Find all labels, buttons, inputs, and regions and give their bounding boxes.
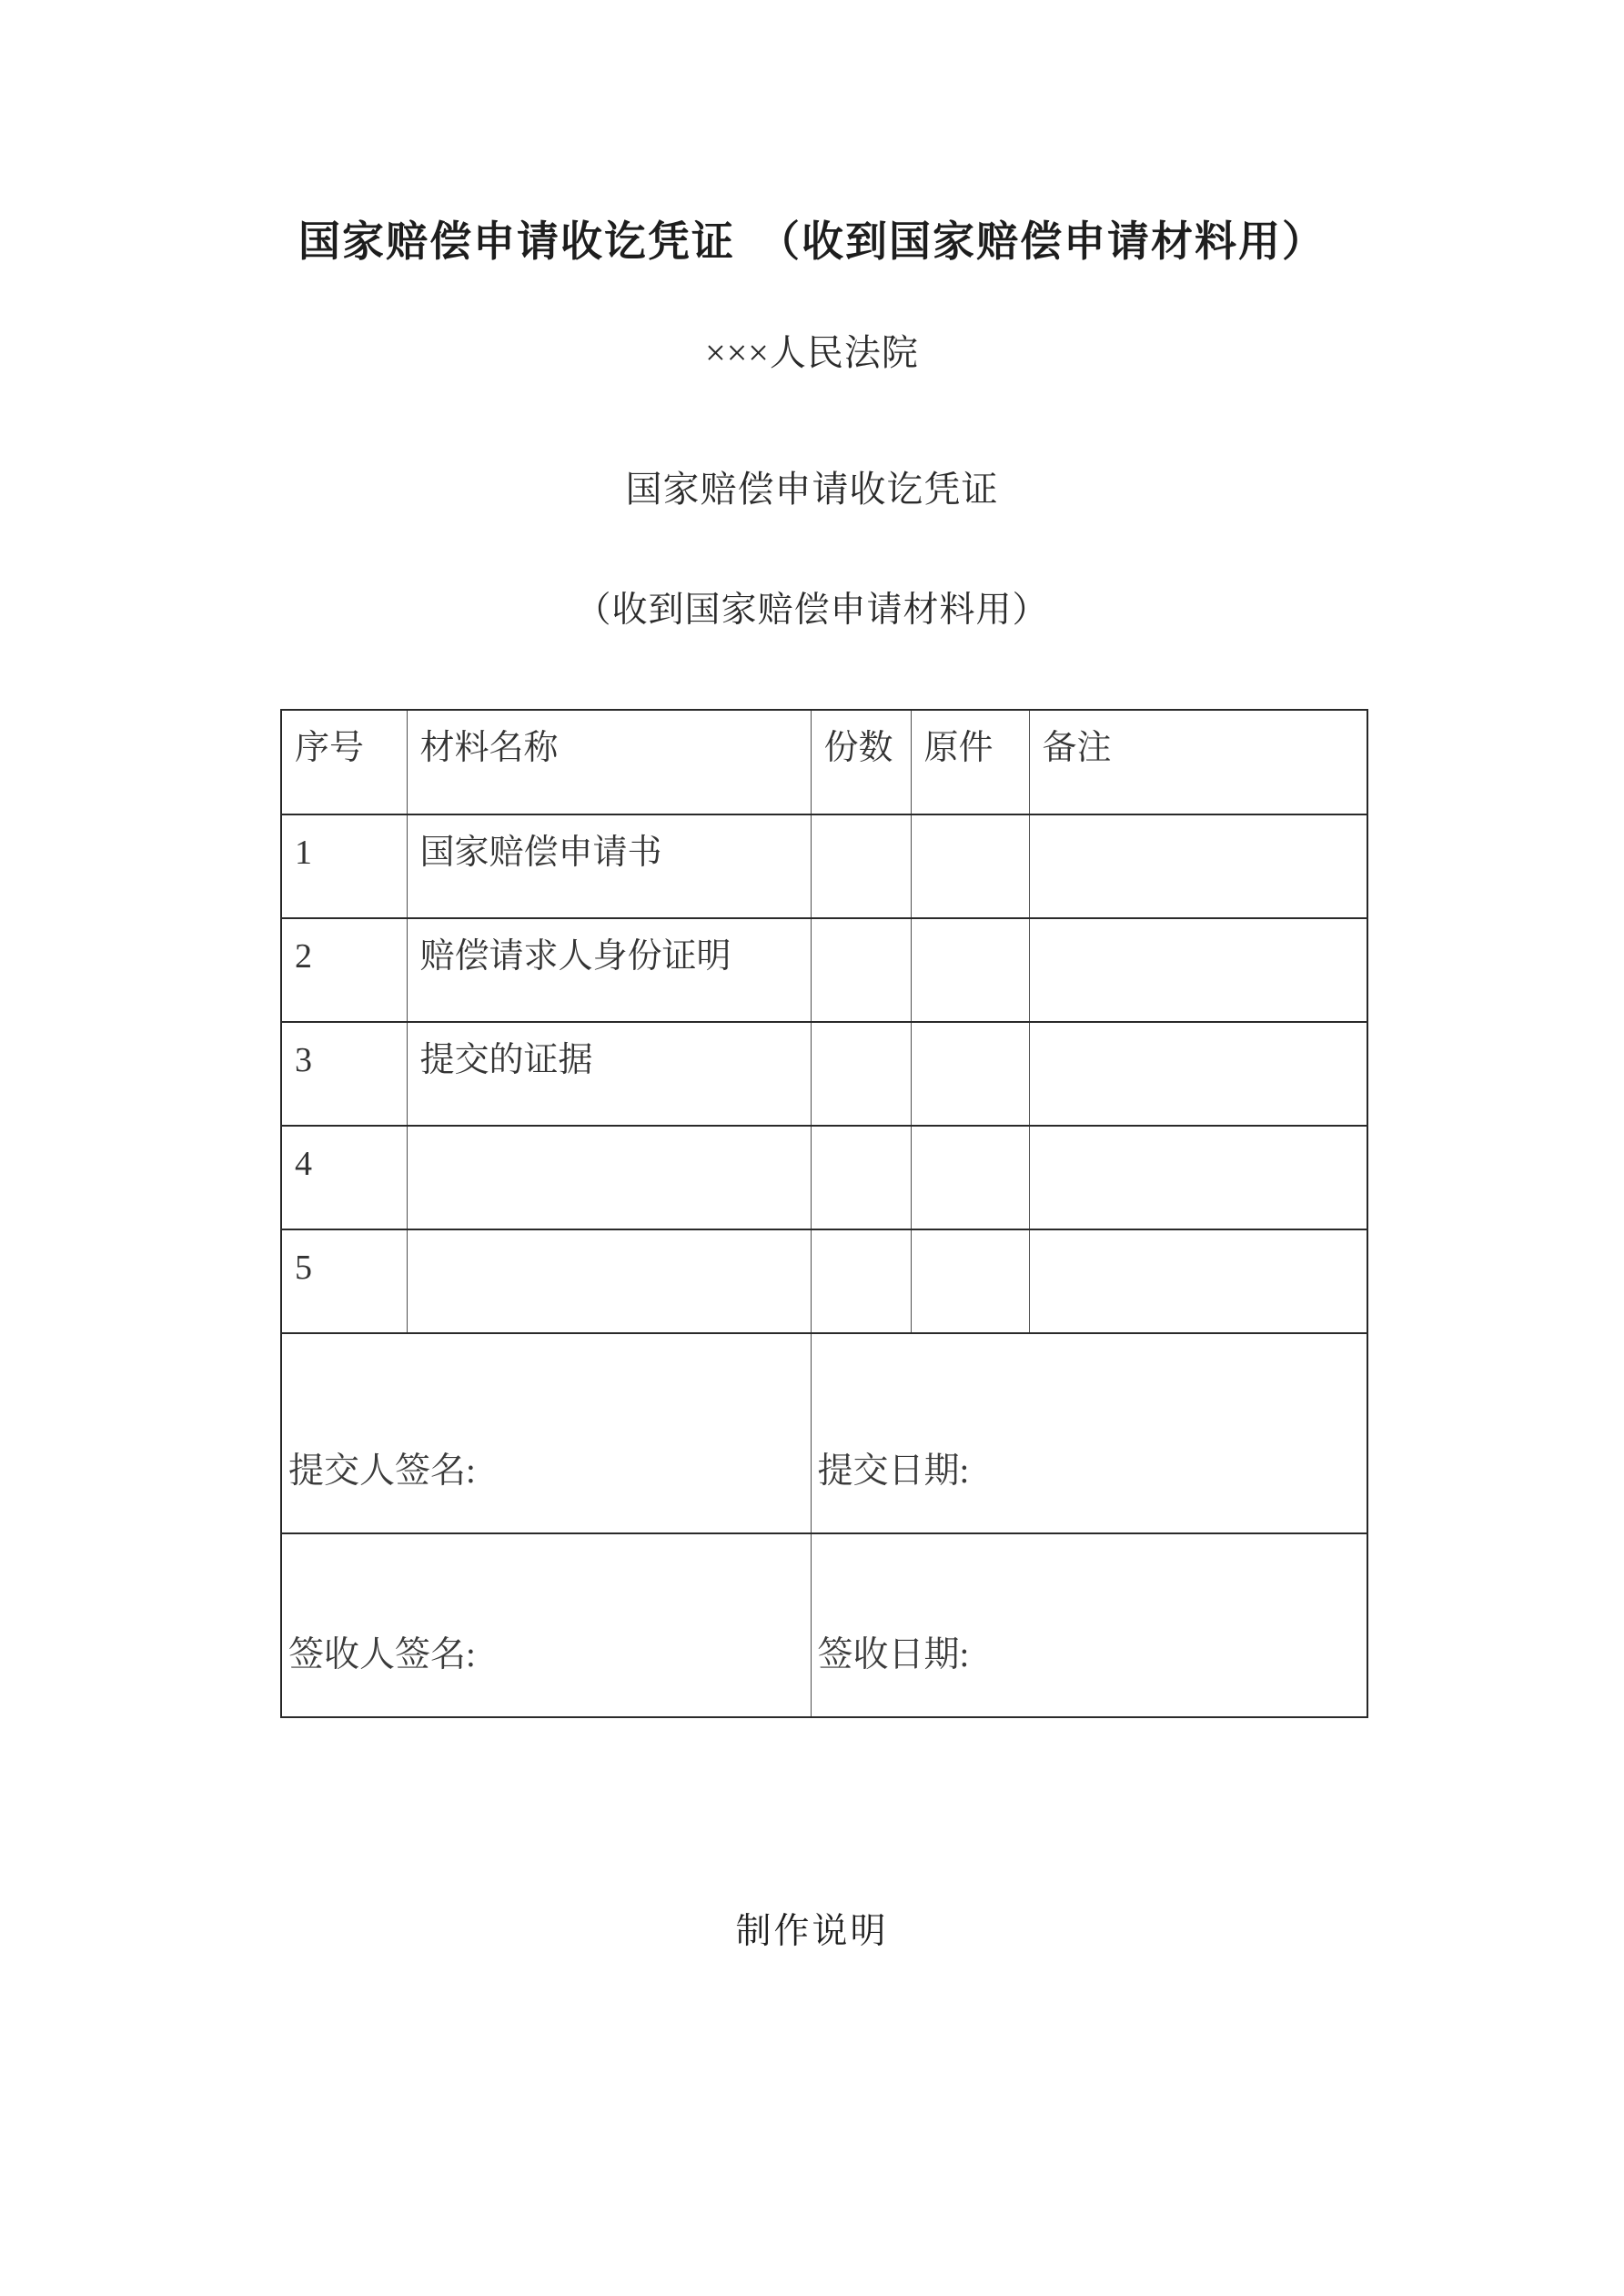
material-name-cell: 国家赔偿申请书 bbox=[407, 814, 811, 918]
table-row bbox=[281, 814, 1367, 918]
material-name-cell: 赔偿请求人身份证明 bbox=[407, 918, 811, 1022]
receipt-subtitle-note: （收到国家赔偿申请材料用） bbox=[575, 591, 1049, 630]
receipt-subtitle: 国家赔偿申请收讫凭证 bbox=[625, 469, 999, 510]
table-row bbox=[281, 918, 1367, 1022]
table-row bbox=[281, 1229, 1367, 1333]
original-cell bbox=[911, 1229, 1029, 1333]
table-header-row bbox=[281, 710, 1367, 814]
remarks-cell bbox=[1029, 814, 1367, 918]
table-row bbox=[281, 1126, 1367, 1229]
remarks-cell bbox=[1029, 918, 1367, 1022]
table-row bbox=[281, 1022, 1367, 1126]
copies-cell bbox=[811, 918, 911, 1022]
header-cell-number: 序号 bbox=[281, 710, 407, 814]
copies-cell bbox=[811, 1126, 911, 1229]
original-cell bbox=[911, 1126, 1029, 1229]
row-number-cell: 5 bbox=[281, 1229, 407, 1333]
remarks-cell bbox=[1029, 1126, 1367, 1229]
court-name-line: ×××人民法院 bbox=[705, 332, 919, 373]
material-name-cell: 提交的证据 bbox=[407, 1022, 811, 1126]
copies-cell bbox=[811, 1229, 911, 1333]
receiver-signature-row bbox=[281, 1533, 1367, 1717]
row-number-cell: 1 bbox=[281, 814, 407, 918]
footer-heading: 制作说明 bbox=[735, 1912, 889, 1951]
material-name-cell bbox=[407, 1126, 811, 1229]
header-cell-original: 原件 bbox=[911, 710, 1029, 814]
remarks-cell bbox=[1029, 1229, 1367, 1333]
receive-date-label: 签收日期: bbox=[811, 1533, 1367, 1717]
copies-cell bbox=[811, 1022, 911, 1126]
document-title: 国家赔偿申请收讫凭证 （收到国家赔偿申请材料用） bbox=[298, 218, 1326, 265]
submitter-signature-row bbox=[281, 1333, 1367, 1533]
original-cell bbox=[911, 918, 1029, 1022]
copies-cell bbox=[811, 814, 911, 918]
row-number-cell: 2 bbox=[281, 918, 407, 1022]
row-number-cell: 4 bbox=[281, 1126, 407, 1229]
receiver-signature-label: 签收人签名: bbox=[281, 1533, 811, 1717]
original-cell bbox=[911, 814, 1029, 918]
row-number-cell: 3 bbox=[281, 1022, 407, 1126]
header-cell-remarks: 备注 bbox=[1029, 710, 1367, 814]
header-cell-material: 材料名称 bbox=[407, 710, 811, 814]
submitter-signature-label: 提交人签名: bbox=[281, 1333, 811, 1533]
material-name-cell bbox=[407, 1229, 811, 1333]
header-cell-copies: 份数 bbox=[811, 710, 911, 814]
submit-date-label: 提交日期: bbox=[811, 1333, 1367, 1533]
materials-table bbox=[280, 709, 1368, 1718]
remarks-cell bbox=[1029, 1022, 1367, 1126]
original-cell bbox=[911, 1022, 1029, 1126]
